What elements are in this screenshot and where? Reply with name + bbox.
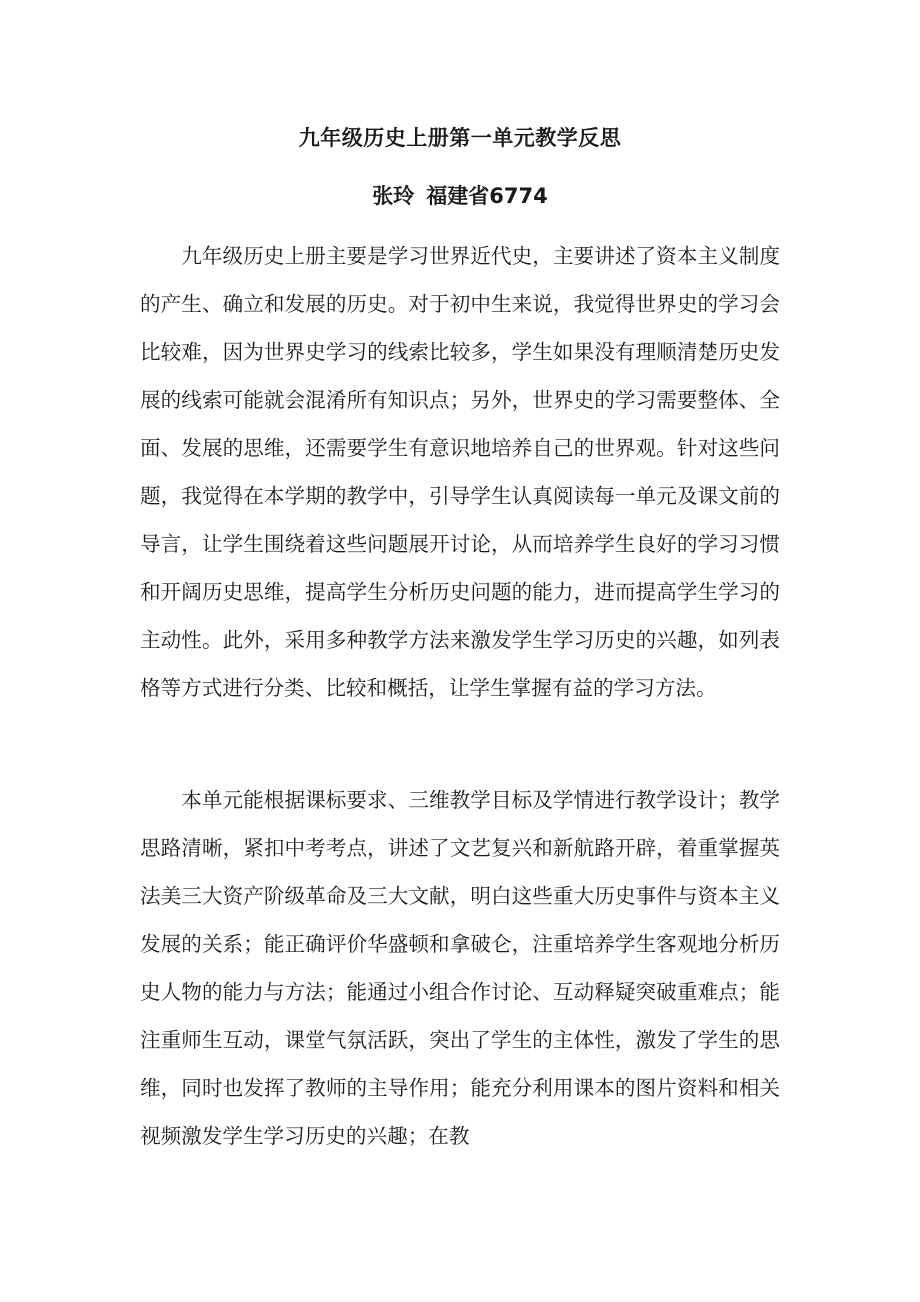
paragraph-1: 九年级历史上册主要是学习世界近代史，主要讲述了资本主义制度的产生、确立和发展的历史。对于初中生来说，我觉得世界史的学习会比较难，因为世界史学习的线索比较多，学生如果没有理顺清楚历史发展的线索可能就会混淆所有知识点；另外，世界史的学习需要整体、全面、发展的思维，还需要学生有意识地培养自己的世界观。针对这些问题，我觉得在本学期的教学中，引导学生认真阅读每一单元及课文前的导言，让学生围绕着这些问题展开讨论，从而培养学生良好的学习习惯和开阔历史思维，提高学生分析历史问题的能力，进而提高学生学习的主动性。此外，采用多种教学方法来激发学生学习历史的兴趣，如列表格等方式进行分类、比较和概括，让学生掌握有益的学习方法。: [140, 244, 780, 700]
author-line: [140, 181, 780, 211]
author-location: 福建省6774: [426, 184, 548, 208]
author-name: 张玲: [372, 184, 415, 208]
paragraph-2: 本单元能根据课标要求、三维教学目标及学情进行教学设计；教学思路清晰，紧扣中考考点，讲述了文艺复兴和新航路开辟，着重掌握英法美三大资产阶级革命及三大文献，明白这些重大历史事件与资本主义发展的关系；能正确评价华盛顿和拿破仑，注重培养学生客观地分析历史人物的能力与方法；能通过小组合作讨论、互动释疑突破重难点；能注重师生互动，课堂气氛活跃，突出了学生的主体性，激发了学生的思维，同时也发挥了教师的主导作用；能充分利用课本的图片资料和相关视频激发学生学习历史的兴趣；在教: [140, 788, 780, 1148]
document-title: 九年级历史上册第一单元教学反思: [298, 126, 622, 150]
